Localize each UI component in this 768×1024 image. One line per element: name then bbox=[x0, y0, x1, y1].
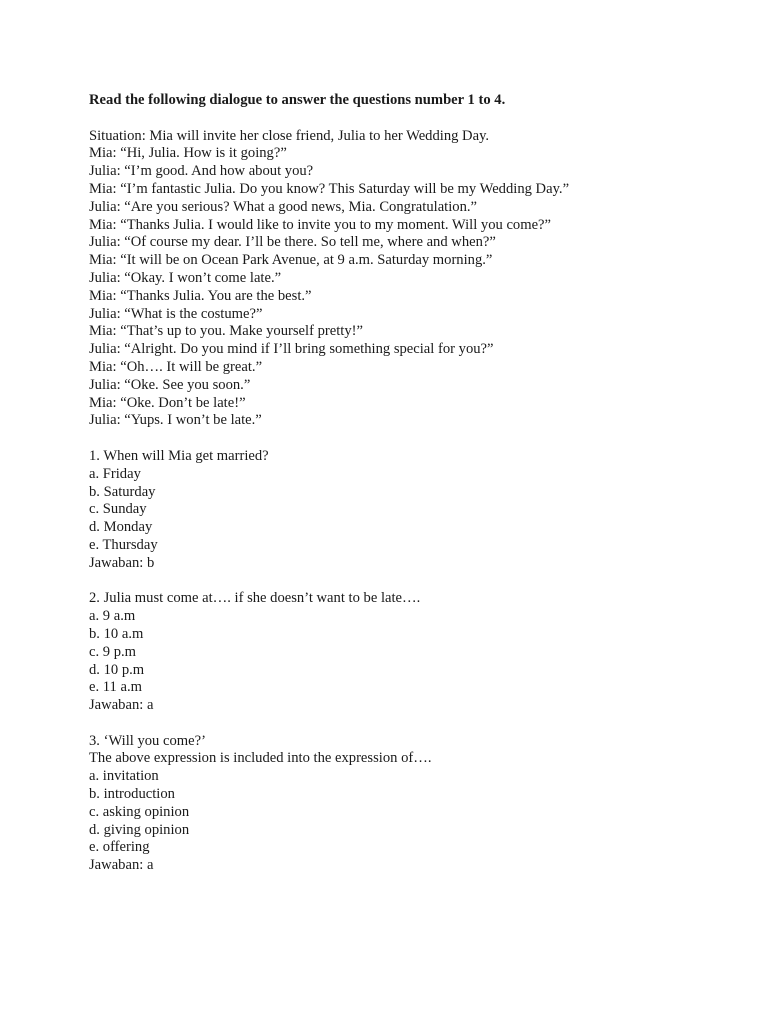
dialogue-line: Julia: “Are you serious? What a good news, Mia. Congratulation.” bbox=[89, 198, 477, 215]
answer-key: Jawaban: a bbox=[89, 697, 154, 714]
dialogue-line: Mia: “Oh…. It will be great.” bbox=[89, 358, 263, 375]
dialogue-line: Julia: “Of course my dear. I’ll be there. So tell me, where and when?” bbox=[89, 234, 496, 251]
dialogue-line: Mia: “Thanks Julia. I would like to invite you to my moment. Will you come?” bbox=[89, 216, 552, 233]
instruction-heading: Read the following dialogue to answer the questions number 1 to 4. bbox=[89, 92, 506, 108]
dialogue-line: Julia: “Alright. Do you mind if I’ll bring something special for you?” bbox=[89, 341, 494, 358]
answer-option: d. 10 p.m bbox=[89, 661, 145, 678]
question-text: 1. When will Mia get married? bbox=[89, 447, 269, 464]
answer-option: d. Monday bbox=[89, 519, 153, 536]
answer-option: e. Thursday bbox=[89, 536, 158, 553]
answer-key: Jawaban: b bbox=[89, 554, 155, 571]
dialogue-line: Julia: “Yups. I won’t be late.” bbox=[89, 412, 262, 429]
answer-key: Jawaban: a bbox=[89, 857, 154, 874]
answer-option: a. 9 a.m bbox=[89, 608, 136, 625]
dialogue-line: Mia: “Hi, Julia. How is it going?” bbox=[89, 145, 287, 162]
answer-option: b. 10 a.m bbox=[89, 625, 144, 642]
question-prompt: The above expression is included into the expression of…. bbox=[89, 750, 432, 767]
dialogue-line: Mia: “It will be on Ocean Park Avenue, at 9 a.m. Saturday morning.” bbox=[89, 252, 493, 269]
dialogue-line: Julia: “I’m good. And how about you? bbox=[89, 163, 314, 180]
answer-option: e. offering bbox=[89, 839, 150, 856]
answer-option: c. Sunday bbox=[89, 501, 147, 518]
question-text: 2. Julia must come at…. if she doesn’t want to be late…. bbox=[89, 590, 421, 607]
dialogue-block bbox=[89, 128, 749, 431]
question-text: 3. ‘Will you come?’ bbox=[89, 732, 206, 749]
answer-option: a. Friday bbox=[89, 465, 141, 482]
dialogue-situation: Situation: Mia will invite her close friend, Julia to her Wedding Day. bbox=[89, 127, 490, 144]
dialogue-line: Julia: “Oke. See you soon.” bbox=[89, 376, 251, 393]
dialogue-line: Julia: “Okay. I won’t come late.” bbox=[89, 269, 282, 286]
answer-option: d. giving opinion bbox=[89, 821, 190, 838]
dialogue-line: Mia: “I’m fantastic Julia. Do you know? This Saturday will be my Wedding Day.” bbox=[89, 180, 570, 197]
question-2 bbox=[89, 590, 749, 715]
dialogue-line: Mia: “That’s up to you. Make yourself pretty!” bbox=[89, 323, 363, 340]
answer-option: a. invitation bbox=[89, 768, 159, 785]
answer-option: c. 9 p.m bbox=[89, 643, 137, 660]
answer-option: c. asking opinion bbox=[89, 803, 190, 820]
question-1 bbox=[89, 448, 749, 573]
answer-option: b. introduction bbox=[89, 786, 175, 803]
dialogue-line: Julia: “What is the costume?” bbox=[89, 305, 263, 322]
dialogue-line: Mia: “Thanks Julia. You are the best.” bbox=[89, 287, 312, 304]
answer-option: b. Saturday bbox=[89, 483, 156, 500]
answer-option: e. 11 a.m bbox=[89, 679, 142, 696]
question-3 bbox=[89, 733, 749, 875]
dialogue-line: Mia: “Oke. Don’t be late!” bbox=[89, 394, 246, 411]
document-page bbox=[89, 92, 749, 893]
